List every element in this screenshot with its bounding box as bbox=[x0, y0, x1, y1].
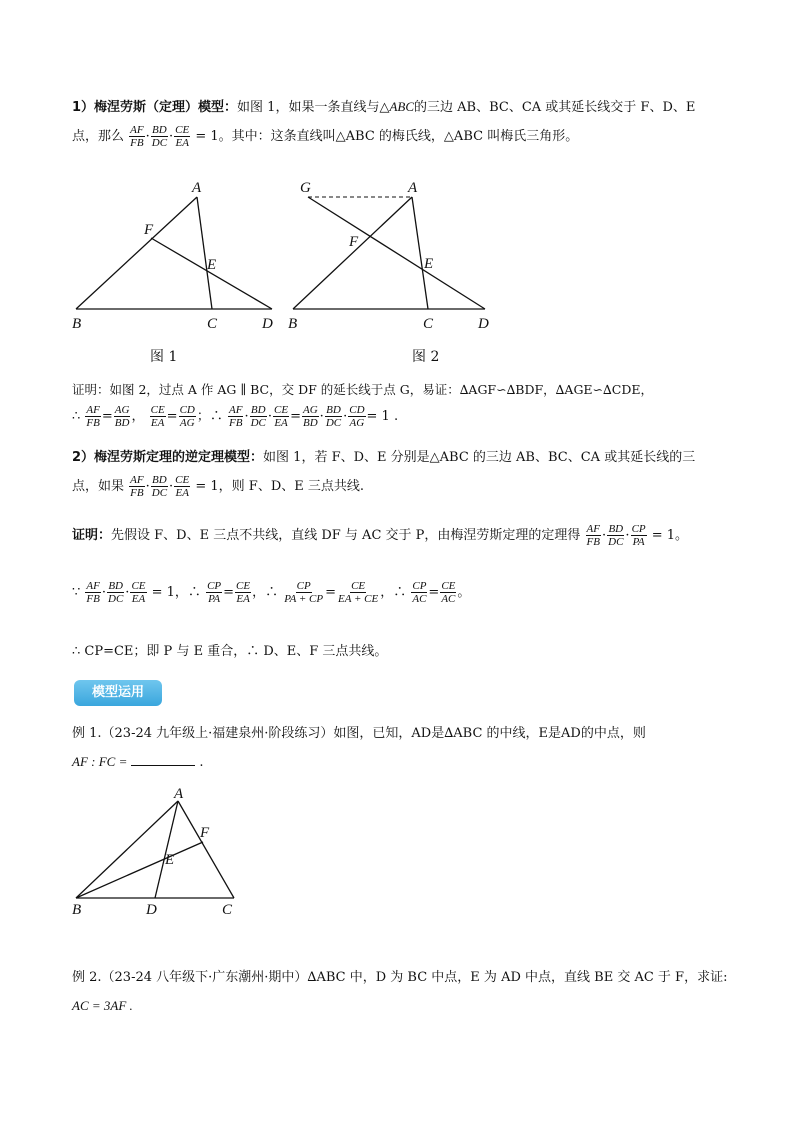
example1-question: AF : FC = . bbox=[72, 754, 204, 770]
figure-1 bbox=[60, 176, 290, 336]
section1-line1: 1）梅涅劳斯（定理）模型：如图 1，如果一条直线与△ABC的三边 AB、BC、CA 或其延长线交于 F、D、E bbox=[72, 99, 696, 115]
answer-blank[interactable] bbox=[131, 765, 195, 766]
point-label: A bbox=[174, 786, 184, 802]
fraction: $\frac{BD}{DC}$ bbox=[151, 124, 168, 149]
point-label: C bbox=[222, 902, 233, 918]
point-label: C bbox=[423, 316, 434, 332]
point-label: D bbox=[262, 316, 273, 332]
section-badge: 模型运用 bbox=[74, 680, 162, 706]
figure-3 bbox=[62, 784, 262, 919]
figure-1-caption: 图 1 bbox=[150, 349, 178, 365]
section2-heading: 2）梅涅劳斯定理的逆定理模型： bbox=[72, 450, 264, 465]
proof2-line2: ∵ $\frac{AF}{FB}$ · $\frac{BD}{DC}$ · $\frac{CE}{EA}$ = 1，∴ $\frac{CP}{PA}$ = $\frac{CE}{EA}$ ，∴ $\frac{CP}{PA + CP}$ = $\frac{CE}{EA + CE}$ ，∴ $\frac{CP}{AC}$ = $\frac{CE}{AC}$ 。 bbox=[72, 580, 471, 605]
point-label: F bbox=[144, 222, 154, 238]
section1-heading: 1）梅涅劳斯（定理）模型： bbox=[72, 100, 238, 115]
point-label: B bbox=[72, 902, 82, 918]
example2-text: 例 2.（23-24 八年级下·广东潮州·期中）∆ABC 中，D 为 BC 中点，E 为 AD 中点，直线 BE 交 AC 于 F，求证: bbox=[72, 970, 728, 985]
fraction: $\frac{AF}{FB}$ bbox=[130, 124, 144, 149]
fraction: $\frac{CE}{EA}$ bbox=[175, 124, 190, 149]
point-label: E bbox=[424, 256, 434, 272]
point-label: E bbox=[165, 852, 175, 868]
section2-line1: 2）梅涅劳斯定理的逆定理模型：如图 1，若 F、D、E 分别是△ABC 的三边 AB、BC、CA 或其延长线的三 bbox=[72, 450, 696, 465]
example2-question: AC = 3AF . bbox=[72, 998, 133, 1013]
point-label: D bbox=[478, 316, 489, 332]
figure-2 bbox=[280, 176, 510, 336]
section2-line2: 点，如果 $\frac{AF}{FB}$ · $\frac{BD}{DC}$ · $\frac{CE}{EA}$ = 1，则 F、D、E 三点共线. bbox=[72, 474, 365, 499]
proof2-line1: 证明：先假设 F、D、E 三点不共线，直线 DF 与 AC 交于 P，由梅涅劳斯定理的定理得 $\frac{AF}{FB}$ · $\frac{BD}{DC}$ · $\frac{CP}{PA}$ = 1。 bbox=[72, 523, 689, 548]
point-label: G bbox=[300, 180, 311, 196]
point-label: E bbox=[207, 257, 217, 273]
example1-text: 例 1.（23-24 九年级上·福建泉州·阶段练习）如图，已知，AD是∆ABC 的中线，E是AD的中点，则 bbox=[72, 726, 646, 741]
point-label: A bbox=[192, 180, 202, 196]
point-label: A bbox=[408, 180, 418, 196]
point-label: B bbox=[72, 316, 82, 332]
point-label: B bbox=[288, 316, 298, 332]
proof1-line2: ∴ $\frac{AF}{FB}$ = $\frac{AG}{BD}$ ， $\frac{CE}{EA}$ = $\frac{CD}{AG}$ ；∴ $\frac{AF}{FB}$ · $\frac{BD}{DC}$ · $\frac{CE}{EA}$ = $\frac{AG}{BD}$ · $\frac{BD}{DC}$ · $\frac{CD}{AG}$ = 1 . bbox=[72, 404, 399, 429]
proof1-line1: 证明：如图 2，过点 A 作 AG ∥ BC，交 DF 的延长线于点 G，易证：∆AGF∽∆BDF，∆AGE∽∆CDE， bbox=[72, 382, 653, 397]
point-label: D bbox=[146, 902, 157, 918]
point-label: F bbox=[349, 234, 359, 250]
figure-2-caption: 图 2 bbox=[412, 349, 440, 365]
proof2-line3: ∴ CP=CE；即 P 与 E 重合，∴ D、E、F 三点共线。 bbox=[72, 644, 388, 659]
point-label: F bbox=[200, 825, 210, 841]
section1-line2: 点，那么 $\frac{AF}{FB}$ · $\frac{BD}{DC}$ · $\frac{CE}{EA}$ = 1。其中：这条直线叫△ABC 的梅氏线，△ABC 叫梅氏三角形。 bbox=[72, 124, 579, 149]
point-label: C bbox=[207, 316, 218, 332]
